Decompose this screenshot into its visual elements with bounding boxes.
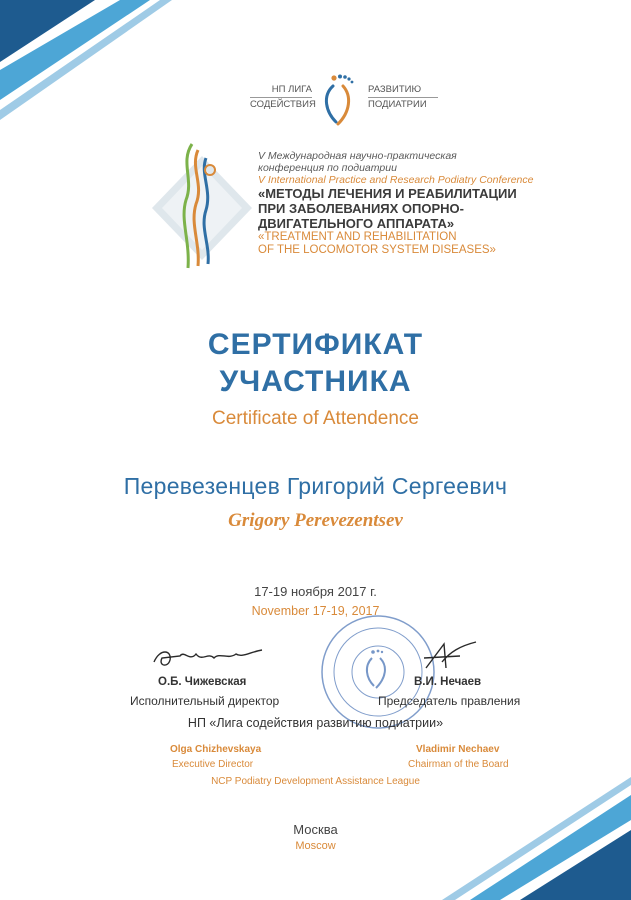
- left-signatory-role-ru: Исполнительный директор: [130, 694, 280, 708]
- right-signatory-role-ru: Председатель правления: [378, 694, 521, 708]
- league-logo: [250, 72, 430, 128]
- league-logo-left-text: НП ЛИГА СОДЕЙСТВИЯ: [250, 84, 316, 110]
- date-ru: 17-19 ноября 2017 г.: [254, 584, 377, 599]
- organization-ru: НП «Лига содействия развитию подиатрии»: [187, 716, 444, 730]
- left-signatory-name-ru: О.Б. Чижевская: [158, 676, 247, 688]
- organization-en: NCP Podiatry Development Assistance League: [211, 776, 420, 787]
- conference-title-ru-2: ПРИ ЗАБОЛЕВАНИЯХ ОПОРНО-: [258, 201, 464, 216]
- foot-logo-icon: [316, 72, 364, 128]
- conference-title-ru-1: «МЕТОДЫ ЛЕЧЕНИЯ И РЕАБИЛИТАЦИИ: [258, 186, 517, 201]
- participant-name-en: Grigory Perevezentsev: [228, 510, 403, 531]
- left-signatory-role-en: Executive Director: [172, 759, 254, 770]
- date-en: November 17-19, 2017: [251, 604, 380, 618]
- right-signatory-role-en: Chairman of the Board: [408, 759, 509, 770]
- conference-emblem-icon: [150, 140, 254, 276]
- conference-title-en-2: OF THE LOCOMOTOR SYSTEM DISEASES»: [258, 244, 496, 256]
- conference-title-ru-3: ДВИГАТЕЛЬНОГО АППАРАТА»: [258, 216, 455, 231]
- right-signatory-name-ru: В.И. Нечаев: [414, 676, 482, 688]
- conference-line-ru-2: конференция по подиатрии: [258, 162, 397, 174]
- league-logo-right-text: РАЗВИТИЮ ПОДИАТРИИ: [368, 84, 438, 110]
- certificate-title-en: Certificate of Attendence: [211, 408, 419, 429]
- right-signatory-name-en: Vladimir Nechaev: [416, 744, 500, 755]
- conference-line-ru-1: V Международная научно-практическая: [258, 150, 457, 162]
- participant-name-ru: Перевезенцев Григорий Сергеевич: [123, 473, 508, 499]
- certificate-title-ru: СЕРТИФИКАТ УЧАСТНИКА: [207, 328, 424, 398]
- right-signature-icon: [420, 638, 480, 674]
- conference-title-en-1: «TREATMENT AND REHABILITATION: [258, 231, 457, 243]
- left-signatory-name-en: Olga Chizhevskaya: [170, 744, 262, 755]
- left-signature-icon: [150, 642, 270, 672]
- city-en: Moscow: [295, 840, 336, 852]
- conference-line-en: V International Practice and Research Podiatry Conference: [258, 174, 534, 186]
- conference-info: [258, 150, 558, 257]
- city-ru: Москва: [293, 822, 338, 837]
